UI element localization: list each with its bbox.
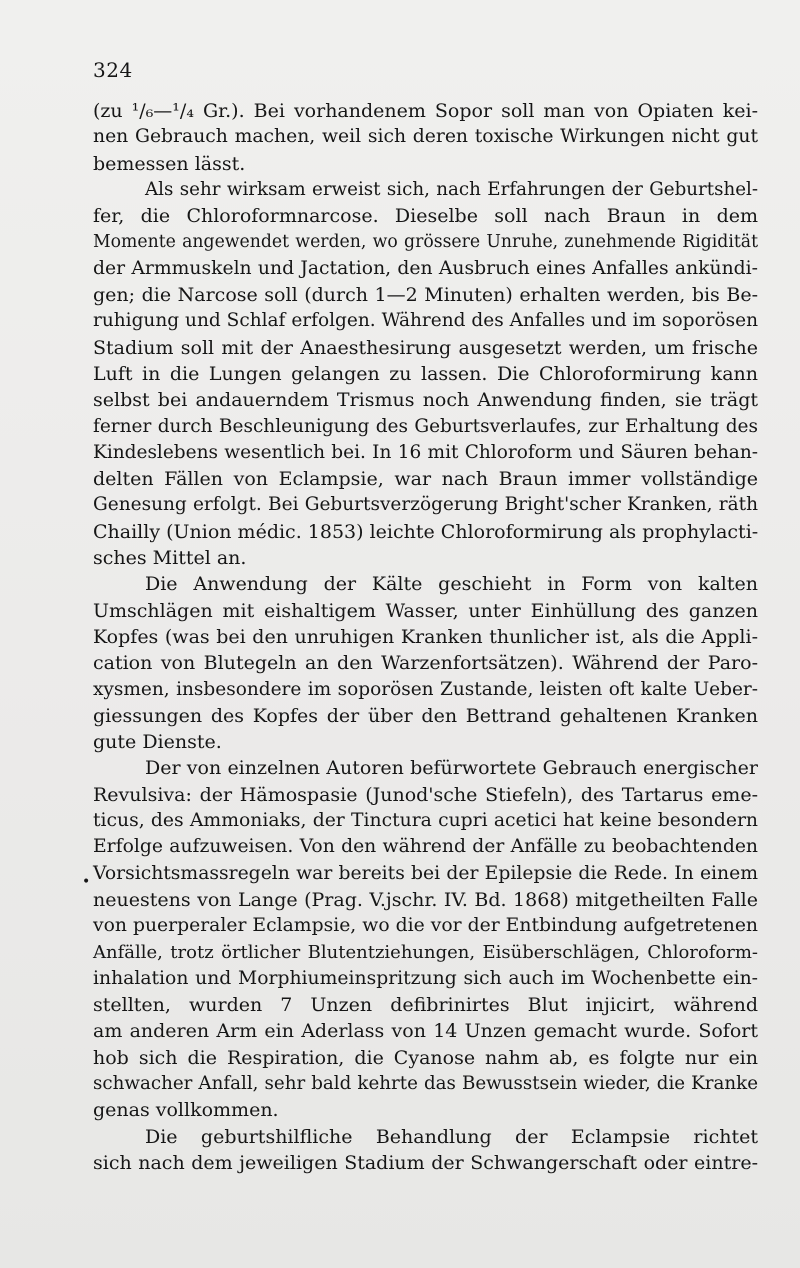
text-line: neuestens von Lange (Prag. V.jschr. IV. Bd. 1868) mitgetheilten Falle: [93, 888, 758, 911]
text-line: sches Mittel an.: [93, 547, 247, 570]
text-line: Chailly (Union médic. 1853) leichte Chloroformirung als prophylacti-: [93, 520, 759, 543]
text-line: xysmen, insbesondere im soporösen Zustande, leisten oft kalte Ueber-: [93, 678, 758, 700]
text-line: hob sich die Respiration, die Cyanose nahm ab, es folgte nur ein: [93, 1046, 758, 1069]
text-line: stellten, wurden 7 Unzen defibrinirtes Blut injicirt, während: [93, 994, 758, 1017]
text-line: schwacher Anfall, sehr bald kehrte das Bewusstsein wieder, die Kranke: [93, 1072, 758, 1094]
text-line: inhalation und Morphiumeinspritzung sich auch im Wochenbette ein-: [93, 967, 758, 989]
text-line: Die geburtshilfliche Behandlung der Eclampsie richtet: [145, 1125, 758, 1148]
text-line: Als sehr wirksam erweist sich, nach Erfahrungen der Geburtshel-: [145, 178, 758, 200]
text-line: Der von einzelnen Autoren befürwortete Gebrauch energischer: [145, 757, 758, 780]
text-line: ticus, des Ammoniaks, der Tinctura cupri acetici hat keine besondern: [93, 810, 758, 832]
text-line: ruhigung und Schlaf erfolgen. Während des Anfalles und im soporösen: [93, 310, 758, 332]
text-line: Erfolge aufzuweisen. Von den während der Anfälle zu beobachtenden: [93, 836, 758, 858]
text-line: Genesung erfolgt. Bei Geburtsverzögerung Bright'scher Kranken, räth: [93, 494, 758, 516]
page-number: 324: [93, 58, 133, 82]
text-line: gute Dienste.: [93, 731, 222, 754]
text-line: (zu ¹/₆—¹/₄ Gr.). Bei vorhandenem Sopor soll man von Opiaten kei-: [93, 100, 758, 122]
text-line: nen Gebrauch machen, weil sich deren toxische Wirkungen nicht gut: [93, 126, 758, 148]
text-line: Die Anwendung der Kälte geschieht in Form von kalten: [145, 573, 758, 596]
text-line: Luft in die Lungen gelangen zu lassen. Die Chloroformirung kann: [93, 362, 758, 385]
text-line: Vorsichtsmassregeln war bereits bei der Epilepsie die Rede. In einem: [93, 862, 758, 884]
text-line: bemessen lässt.: [93, 152, 246, 175]
text-line: sich nach dem jeweiligen Stadium der Schwangerschaft oder eintre-: [93, 1151, 758, 1174]
body-text: [93, 98, 758, 1176]
text-line: Kopfes (was bei den unruhigen Kranken thunlicher ist, als die Appli-: [93, 625, 758, 648]
text-line: selbst bei andauerndem Trismus noch Anwendung finden, sie trägt: [93, 389, 758, 412]
text-line: am anderen Arm ein Aderlass von 14 Unzen gemacht wurde. Sofort: [93, 1020, 758, 1043]
text-line: Anfälle, trotz örtlicher Blutentziehungen, Eisüberschlägen, Chloroform-: [93, 941, 758, 963]
text-line: delten Fällen von Eclampsie, war nach Braun immer vollständige: [93, 468, 758, 491]
text-line: Revulsiva: der Hämospasie (Junod'sche Stiefeln), des Tartarus eme-: [93, 783, 758, 806]
text-line: Momente angewendet werden, wo grössere Unruhe, zunehmende Rigidität: [93, 232, 758, 253]
text-line: Stadium soll mit der Anaesthesirung ausgesetzt werden, um frische: [93, 336, 758, 359]
text-line: gen; die Narcose soll (durch 1—2 Minuten) erhalten werden, bis Be-: [93, 284, 758, 307]
text-line: Umschlägen mit eishaltigem Wasser, unter Einhüllung des ganzen: [93, 599, 758, 622]
text-line: von puerperaler Eclampsie, wo die vor der Entbindung aufgetretenen: [93, 915, 758, 937]
text-line: Kindeslebens wesentlich bei. In 16 mit Chloroform und Säuren behan-: [93, 441, 758, 463]
text-line: der Armmuskeln und Jactation, den Ausbruch eines Anfalles ankündi-: [93, 257, 758, 279]
text-line: ferner durch Beschleunigung des Geburtsverlaufes, zur Erhaltung des: [93, 415, 758, 437]
margin-dot-mark: •: [82, 874, 91, 890]
text-line: fer, die Chloroformnarcose. Dieselbe soll nach Braun in dem: [93, 205, 758, 228]
text-line: genas vollkommen.: [93, 1099, 279, 1122]
text-line: cation von Blutegeln an den Warzenfortsätzen). Während der Paro-: [93, 652, 758, 675]
text-line: giessungen des Kopfes der über den Bettrand gehaltenen Kranken: [93, 704, 758, 727]
